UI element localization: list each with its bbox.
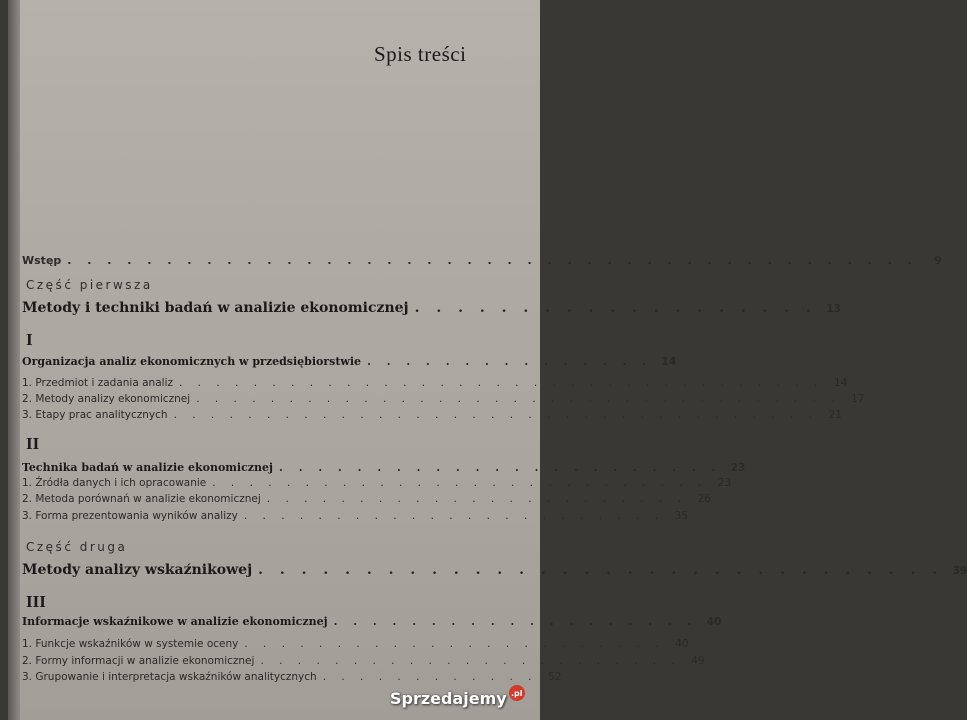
watermark-text: Sprzedajemy	[390, 688, 507, 708]
toc-entry-label: Organizacja analiz ekonomicznych w przedsiębiorstwie	[22, 355, 362, 368]
toc-entry-label: 1. Źródła danych i ich opracowanie	[22, 477, 207, 489]
toc-entry-label: Metody analizy wskaźnikowej	[22, 562, 253, 578]
toc-entry-section: 3. Etapy prac analitycznych . . . . . . . . . . . . . . . . . . . . . . . . . . . . . . . . . . . 21	[22, 409, 842, 421]
page-spine-shadow	[8, 0, 20, 720]
toc-page-number: 52	[548, 671, 562, 683]
toc-page-number: 14	[661, 356, 677, 368]
toc-page-number: 13	[826, 303, 841, 315]
toc-entry-chapter: Technika badań w analizie ekonomicznej . . . . . . . . . . . . . . . . . . . . . . . 23	[22, 461, 746, 474]
toc-entry-section: 1. Przedmiot i zadania analiz . . . . . . . . . . . . . . . . . . . . . . . . . . . . . . . . . . . 14	[22, 377, 848, 389]
toc-entry-label: Metody i techniki badań w analizie ekonomicznej	[22, 300, 409, 316]
toc-page-number: 40	[706, 616, 722, 628]
toc-page-number: 23	[730, 462, 746, 474]
watermark-badge: .pl	[509, 685, 525, 701]
toc-entry-part2-title: Metody analizy wskaźnikowej . . . . . . . . . . . . . . . . . . . . . . . . . . . . . . . . 39	[22, 562, 967, 578]
toc-entry-label: 1. Przedmiot i zadania analiz	[22, 377, 173, 389]
toc-page-number: 14	[833, 377, 848, 389]
page-title: Spis treści	[374, 42, 467, 66]
toc-entry-section: 3. Grupowanie i interpretacja wskaźników analitycznych . . . . . . . . . . . . 52	[22, 671, 562, 683]
chapter-numeral: I	[26, 330, 33, 349]
toc-page-number: 17	[851, 393, 865, 405]
toc-entry-section: 2. Formy informacji w analizie ekonomicznej . . . . . . . . . . . . . . . . . . . . . . . 49	[22, 655, 705, 667]
toc-entry-section: 1. Źródła danych i ich opracowanie . . . . . . . . . . . . . . . . . . . . . . . . . . . 23	[22, 477, 732, 489]
toc-entry-label: 2. Metoda porównań w analizie ekonomicznej	[22, 493, 261, 505]
toc-entry-section: 2. Metody analizy ekonomicznej . . . . . . . . . . . . . . . . . . . . . . . . . . . . . . . . . . . 17	[22, 393, 865, 405]
toc-entry-label: Technika badań w analizie ekonomicznej	[22, 461, 274, 474]
toc-entry-label: 1. Funkcje wskaźników w systemie oceny	[22, 638, 239, 650]
toc-page-number: 26	[697, 493, 711, 505]
chapter-numeral: III	[26, 592, 46, 611]
toc-entry-section: 3. Forma prezentowania wyników analizy . . . . . . . . . . . . . . . . . . . . . . . 35	[22, 510, 689, 522]
toc-entry-label: 2. Formy informacji w analizie ekonomicznej	[22, 655, 255, 667]
toc-page-number: 49	[691, 655, 705, 667]
toc-entry-section: 2. Metoda porównań w analizie ekonomicznej . . . . . . . . . . . . . . . . . . . . . . . 26	[22, 493, 711, 505]
toc-entry-label: Informacje wskaźnikowe w analizie ekonomicznej	[22, 615, 328, 628]
toc-entry-chapter: Informacje wskaźnikowe w analizie ekonomicznej . . . . . . . . . . . . . . . . . . . 40	[22, 615, 722, 628]
toc-entry-label: 2. Metody analizy ekonomicznej	[22, 393, 191, 405]
chapter-numeral: II	[26, 434, 40, 453]
toc-entry-part1-title: Metody i techniki badań w analizie ekonomicznej . . . . . . . . . . . . . . . . . . . 13	[22, 300, 841, 316]
part-heading: Część druga	[26, 540, 128, 554]
toc-page-number: 21	[828, 409, 842, 421]
toc-page-number: 39	[952, 565, 967, 577]
watermark-logo	[390, 682, 540, 714]
toc-page-number: 23	[717, 477, 732, 489]
toc-entry-label: Wstęp	[22, 254, 62, 267]
toc-entry-section: 1. Funkcje wskaźników w systemie oceny . . . . . . . . . . . . . . . . . . . . . . . 40	[22, 638, 689, 650]
toc-entry-label: 3. Forma prezentowania wyników analizy	[22, 510, 238, 522]
toc-page-number: 40	[675, 638, 689, 650]
toc-entry-wstep: Wstęp . . . . . . . . . . . . . . . . . . . . . . . . . . . . . . . . . . . . . . . . . . . 9	[22, 254, 942, 267]
toc-entry-label: 3. Grupowanie i interpretacja wskaźników analitycznych	[22, 671, 317, 683]
toc-entry-label: 3. Etapy prac analitycznych	[22, 409, 168, 421]
part-heading: Część pierwsza	[26, 278, 153, 292]
toc-page-number: 35	[674, 510, 689, 522]
toc-entry-chapter: Organizacja analiz ekonomicznych w przedsiębiorstwie . . . . . . . . . . . . . . . 14	[22, 355, 677, 368]
book-page	[8, 0, 967, 720]
toc-page-number: 9	[934, 254, 942, 267]
